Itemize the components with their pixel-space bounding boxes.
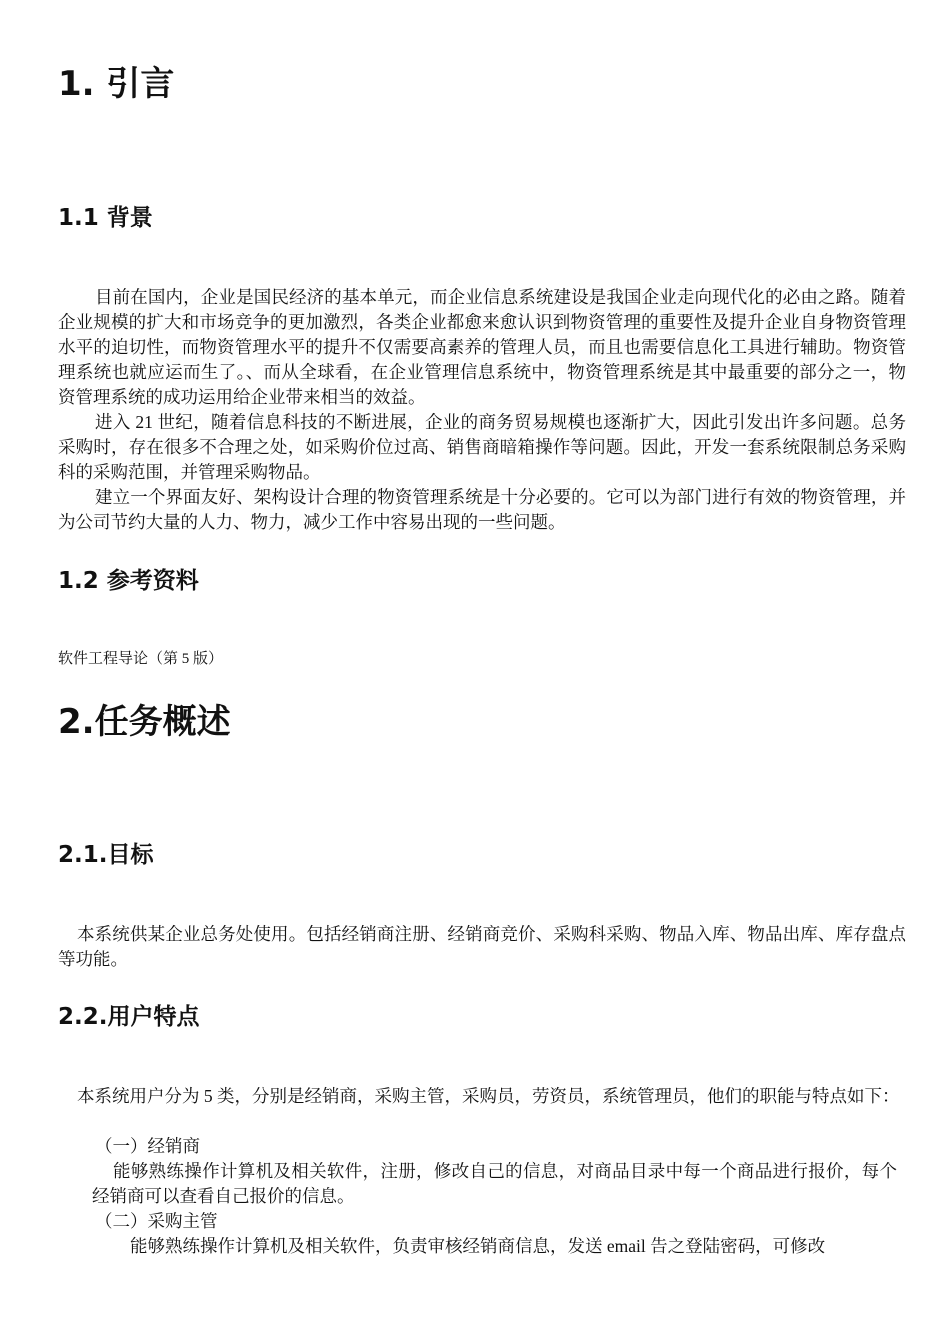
background-paragraph-3: 建立一个界面友好、架构设计合理的物资管理系统是十分必要的。它可以为部门进行有效的物资管理，并为公司节约大量的人力、物力，减少工作中容易出现的一些问题。 — [58, 487, 906, 532]
goal-paragraph: 本系统供某企业总务处使用。包括经销商注册、经销商竞价、采购科采购、物品入库、物品出库、库存盘点等功能。 — [58, 924, 906, 969]
section-1-heading: 1. 引言 — [58, 64, 175, 104]
user-intro-paragraph: 本系统用户分为 5 类，分别是经销商，采购主管，采购员，劳资员，系统管理员，他们的职能与特点如下： — [77, 1086, 900, 1106]
user-type-text-dealer: 能够熟练操作计算机及相关软件，注册，修改自己的信息，对商品目录中每一个商品进行报价，每个经销商可以查看自己报价的信息。 — [92, 1161, 897, 1206]
background-paragraph-2: 进入 21 世纪，随着信息科技的不断进展，企业的商务贸易规模也逐渐扩大，因此引发出许多问题。总务采购时，存在很多不合理之处，如采购价位过高、销售商暗箱操作等问题。因此，开发一套系统限制总务采购科的采购范围，并管理采购物品。 — [58, 412, 906, 482]
section-1-1-heading: 1.1 背景 — [58, 205, 153, 231]
reference-item: 软件工程导论（第 5 版） — [58, 651, 224, 667]
section-2-heading: 2.任务概述 — [58, 702, 231, 742]
background-paragraph-1: 目前在国内，企业是国民经济的基本单元，而企业信息系统建设是我国企业走向现代化的必由之路。随着企业规模的扩大和市场竞争的更加激烈，各类企业都愈来愈认识到物资管理的重要性及提升企业自身物资管理水平的迫切性，而物资管理水平的提升不仅需要高素养的管理人员，而且也需要信息化工具进行辅助。物资管理系统也就应运而生了。、而从全球看，在企业管理信息系统中，物资管理系统是其中最重要的部分之一，物资管理系统的成功运用给企业带来相当的效益。 — [58, 287, 906, 407]
section-1-2-heading: 1.2 参考资料 — [58, 568, 199, 594]
user-type-label-purchase-manager: （二）采购主管 — [95, 1211, 218, 1231]
user-type-label-dealer: （一）经销商 — [95, 1136, 200, 1156]
section-2-2-heading: 2.2.用户特点 — [58, 1004, 200, 1030]
section-2-1-heading: 2.1.目标 — [58, 842, 154, 868]
user-type-text-purchase-manager: 能够熟练操作计算机及相关软件，负责审核经销商信息，发送 email 告之登陆密码，可修改 — [130, 1236, 826, 1256]
